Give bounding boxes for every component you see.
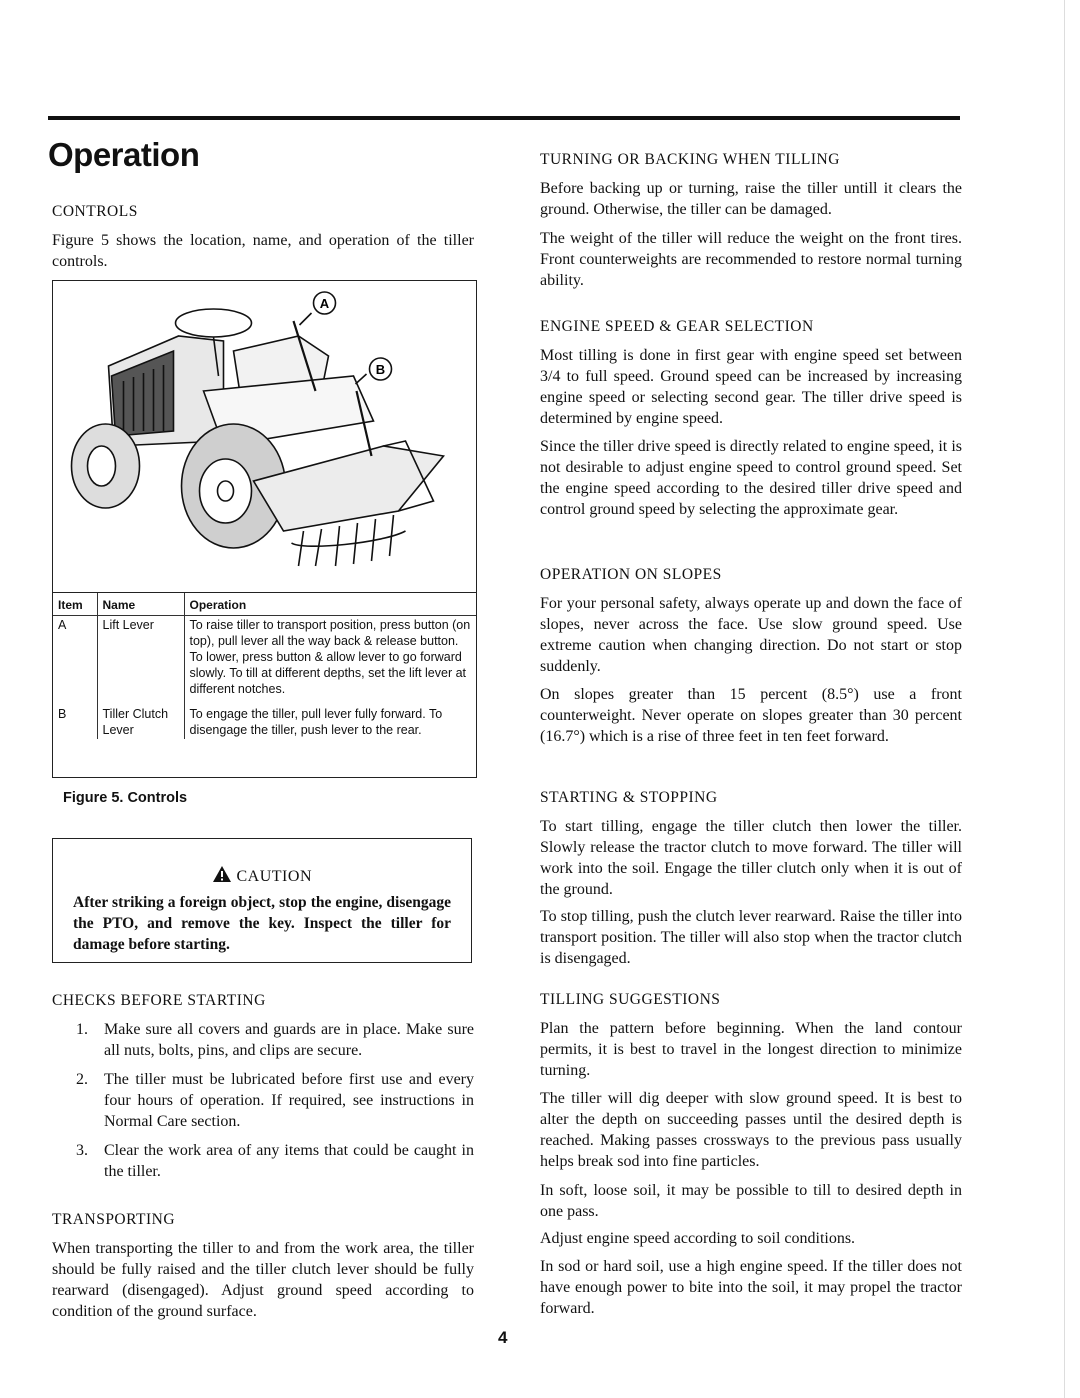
title-rule bbox=[48, 116, 960, 120]
list-item bbox=[52, 1140, 474, 1182]
slopes-p1: For your personal safety, always operate up and down the face of slopes, never across the face. Use slow ground speed. Use extreme caution when changing direction. Do not start or stop suddenly. bbox=[540, 595, 962, 675]
tractor-tiller-illustration bbox=[53, 281, 476, 593]
warning-triangle-icon bbox=[212, 865, 232, 883]
row-name: Lift Lever bbox=[97, 616, 184, 706]
starting-heading: STARTING & STOPPING bbox=[540, 789, 718, 806]
list-text: Clear the work area of any items that could be caught in the tiller. bbox=[104, 1142, 474, 1180]
engine-p2: Since the tiller drive speed is directly related to engine speed, it is not desirable to adjust engine speed to control ground speed. Set the engine speed according to the desired tiller drive speed and control ground speed by selecting the approximate gear. bbox=[540, 438, 962, 518]
list-item bbox=[52, 1069, 474, 1132]
col-operation: Operation bbox=[184, 593, 476, 616]
transporting-text: When transporting the tiller to and from the work area, the tiller should be fully raised and the tiller clutch lever should be fully rearward (disengaged). Adjust ground speed according to condition of the ground surface. bbox=[52, 1240, 474, 1320]
tilling-p5: In sod or hard soil, use a high engine speed. If the tiller does not have enough power to bite into the soil, it may propel the tractor forward. bbox=[540, 1258, 962, 1317]
page-number: 4 bbox=[498, 1328, 508, 1347]
table-row bbox=[53, 705, 476, 739]
tilling-p2: The tiller will dig deeper with slow ground speed. It is best to alter the depth on succeeding passes until the desired depth is reached. Making passes crossways to the previous pass usually helps break sod into fine particles. bbox=[540, 1090, 962, 1170]
tilling-p4: Adjust engine speed according to soil conditions. bbox=[540, 1230, 856, 1247]
row-item: A bbox=[58, 618, 67, 632]
turning-p2: The weight of the tiller will reduce the weight on the front tires. Front counterweights are recommended to restore normal turning ability. bbox=[540, 230, 962, 289]
caution-title-text: CAUTION bbox=[236, 868, 312, 885]
caution-text: After striking a foreign object, stop the engine, disengage the PTO, and remove the key. Inspect the tiller for damage before starting. bbox=[73, 894, 451, 953]
col-item: Item bbox=[53, 593, 97, 616]
row-item: B bbox=[58, 707, 67, 721]
caution-title bbox=[53, 865, 471, 886]
list-text: Make sure all covers and guards are in place. Make sure all nuts, bolts, pins, and clips are secure. bbox=[104, 1021, 474, 1059]
controls-heading: CONTROLS bbox=[52, 203, 138, 220]
checks-heading: CHECKS BEFORE STARTING bbox=[52, 992, 266, 1009]
scan-edge bbox=[1064, 0, 1065, 1398]
col-name: Name bbox=[97, 593, 184, 616]
row-operation: To raise tiller to transport position, press button (on top), pull lever all the way back & release button. To lower, press button & allow lever to go forward slowly. To till at different depths, set the lift lever at different notches. bbox=[184, 616, 476, 706]
turning-p1: Before backing up or turning, raise the tiller untill it clears the ground. Otherwise, the tiller can be damaged. bbox=[540, 180, 962, 218]
list-number: 2. bbox=[76, 1071, 88, 1088]
row-name: Tiller Clutch Lever bbox=[97, 705, 184, 739]
slopes-p2: On slopes greater than 15 percent (8.5°) use a front counterweight. Never operate on slopes greater than 30 percent (16.7°) which is a rise of three feet in ten feet forward. bbox=[540, 686, 962, 745]
callout-b: B bbox=[375, 362, 386, 377]
row-operation: To engage the tiller, pull lever fully forward. To disengage the tiller, push lever to the rear. bbox=[184, 705, 476, 739]
figure-controls bbox=[52, 280, 477, 778]
table-row bbox=[53, 616, 476, 706]
turning-heading: TURNING OR BACKING WHEN TILLING bbox=[540, 151, 840, 168]
list-number: 1. bbox=[76, 1021, 88, 1038]
starting-p1: To start tilling, engage the tiller clutch then lower the tiller. Slowly release the tractor clutch to move forward. The tiller will work into the soil. Engage the tiller clutch only when it is out of the ground. bbox=[540, 818, 962, 898]
engine-p1: Most tilling is done in first gear with engine speed set between 3/4 to full speed. Ground speed can be increased by increasing engine speed or selecting second gear. The tiller drive speed is determined by engine speed. bbox=[540, 347, 962, 427]
tilling-heading: TILLING SUGGESTIONS bbox=[540, 991, 721, 1008]
caution-box bbox=[52, 838, 472, 963]
tilling-p1: Plan the pattern before beginning. When the land contour permits, it is best to travel in the longest direction to minimize turning. bbox=[540, 1020, 962, 1079]
callout-a: A bbox=[319, 296, 330, 311]
list-text: The tiller must be lubricated before first use and every four hours of operation. If required, see instructions in Normal Care section. bbox=[104, 1071, 474, 1130]
slopes-heading: OPERATION ON SLOPES bbox=[540, 566, 722, 583]
list-item bbox=[52, 1019, 474, 1061]
figure-caption: Figure 5. Controls bbox=[63, 790, 188, 806]
checks-list bbox=[52, 1019, 474, 1182]
transporting-heading: TRANSPORTING bbox=[52, 1211, 176, 1228]
tilling-p3: In soft, loose soil, it may be possible to till to desired depth in one pass. bbox=[540, 1182, 962, 1220]
starting-p2: To stop tilling, push the clutch lever rearward. Raise the tiller into transport position. The tiller will also stop when the tractor clutch is disengaged. bbox=[540, 908, 962, 967]
engine-heading: ENGINE SPEED & GEAR SELECTION bbox=[540, 318, 814, 335]
page-title: Operation bbox=[48, 136, 200, 173]
list-number: 3. bbox=[76, 1142, 88, 1159]
controls-text: Figure 5 shows the location, name, and operation of the tiller controls. bbox=[52, 232, 474, 270]
controls-table bbox=[53, 592, 476, 739]
